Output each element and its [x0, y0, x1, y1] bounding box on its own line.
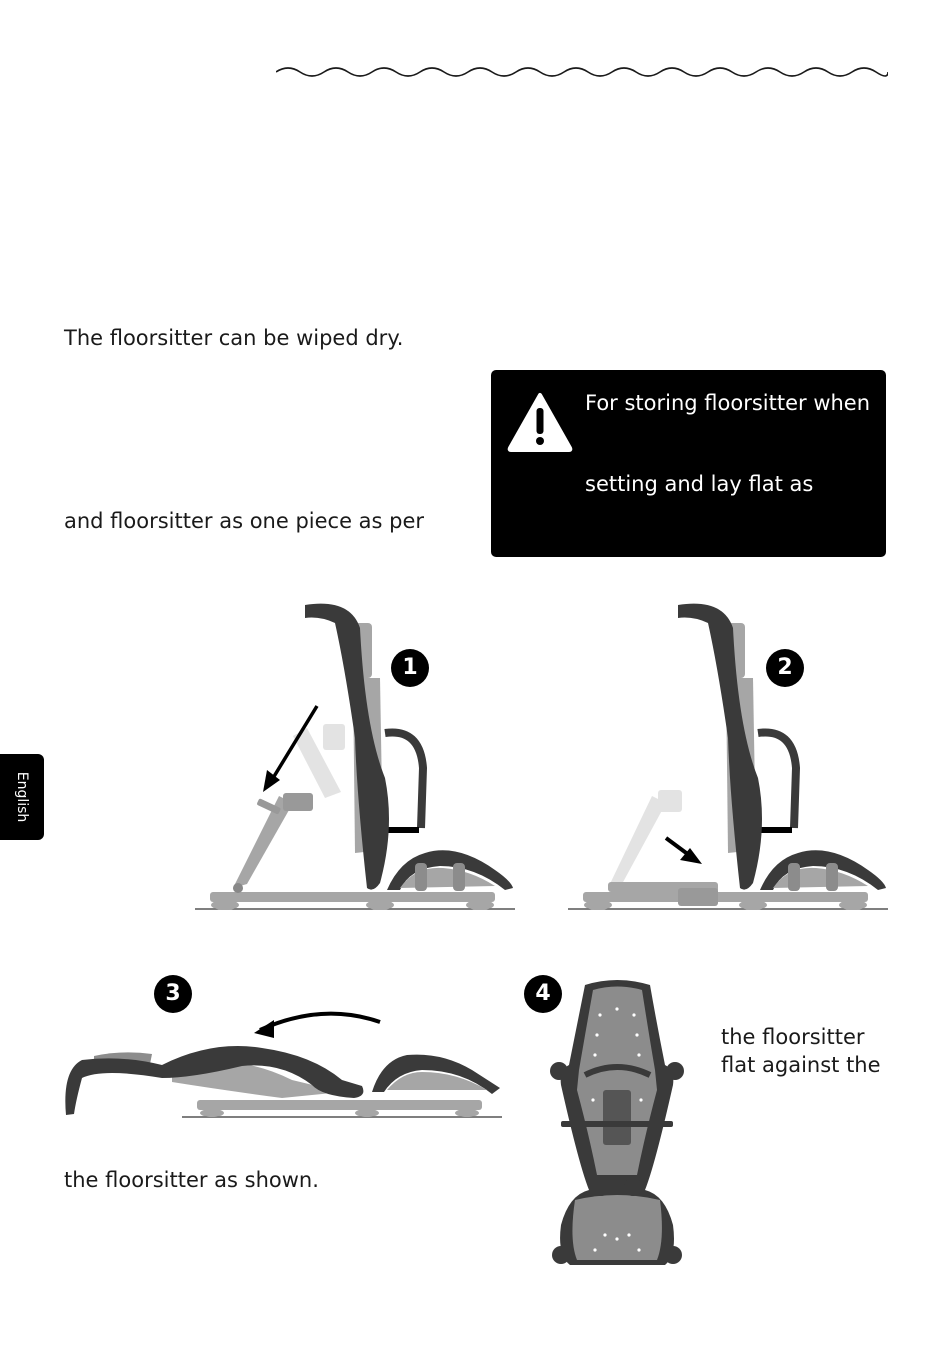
warning-text-line-2: setting and lay flat as	[585, 472, 814, 496]
step-2-badge: 2	[766, 649, 804, 687]
language-tab-label: English	[14, 771, 30, 823]
storage-text-line-2: flat against the	[721, 1053, 881, 1077]
figure-step-2	[568, 598, 893, 913]
figure-step-3	[62, 1000, 507, 1125]
decorative-wave-line	[276, 62, 888, 82]
figure-step-4	[545, 975, 690, 1275]
warning-triangle-icon	[507, 392, 573, 452]
storage-text-line-1: the floorsitter	[721, 1025, 865, 1049]
warning-text-line-1: For storing floorsitter when	[585, 391, 871, 415]
step-1-badge: 1	[391, 649, 429, 687]
figure-step-1	[195, 598, 520, 913]
step-3-badge: 3	[154, 975, 192, 1013]
cleaning-text: The floorsitter can be wiped dry.	[64, 326, 404, 350]
language-tab	[0, 754, 44, 840]
instruction-text: and floorsitter as one piece as per	[64, 509, 425, 533]
fold-instruction-text: the floorsitter as shown.	[64, 1168, 319, 1192]
step-4-badge: 4	[524, 975, 562, 1013]
